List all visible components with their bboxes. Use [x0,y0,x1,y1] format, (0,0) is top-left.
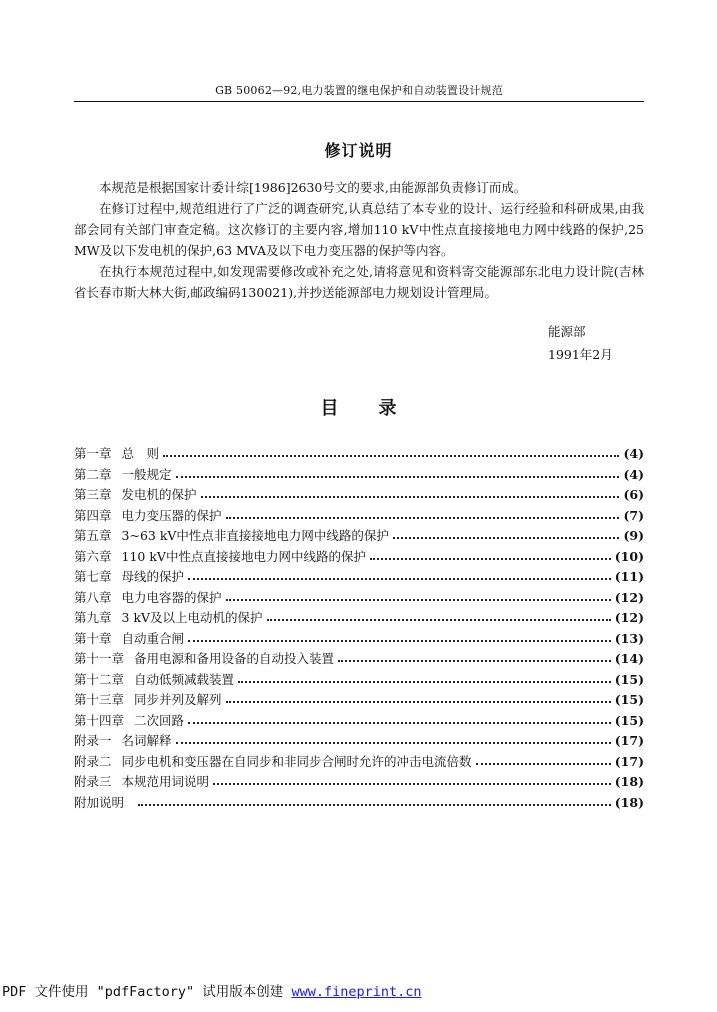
toc-chapter: 第七章 [74,569,112,584]
toc-entry[interactable] [74,567,644,588]
toc-chapter: 第二章 [74,466,112,482]
toc-chapter: 附录二 [74,753,112,769]
toc-label: 发电机的保护 [121,487,197,502]
toc-entry[interactable] [74,649,644,670]
toc-page: (15) [614,671,644,687]
toc-entry[interactable] [74,731,644,752]
toc-label: 母线的保护 [121,569,185,584]
toc-page: (12) [614,589,644,605]
toc-leader-dots [176,738,611,744]
toc-label: 110 kV中性点直接接地电力网中线路的保护 [121,548,366,564]
toc-label: 3~63 kV中性点非直接接地电力网中线路的保护 [121,528,389,543]
header-rule [74,101,644,102]
toc-page: (4) [623,466,644,482]
toc-entry[interactable] [74,711,644,732]
revision-title: 修订说明 [324,141,393,160]
toc-page: (9) [623,528,644,543]
toc-label: 名词解释 [121,733,172,748]
toc-label: 3 kV及以上电动机的保护 [121,610,263,625]
toc-label: 二次回路 [134,712,185,728]
toc-label: 同步并列及解列 [134,692,222,707]
toc-chapter: 第三章 [74,487,112,502]
toc-label: 本规范用词说明 [121,774,210,789]
toc-label: 总 则 [121,446,160,461]
toc-leader-dots [338,656,611,662]
toc-entry[interactable] [74,690,644,711]
toc-page: (13) [614,630,644,646]
toc-leader-dots [476,759,611,765]
toc-chapter: 第十章 [74,630,112,646]
toc-chapter: 第十三章 [74,692,125,707]
toc-leader-dots [138,800,611,806]
toc-label: 电力电容器的保护 [121,589,222,605]
toc-leader-dots [188,574,611,580]
signature: 能源部 [548,324,586,339]
toc-leader-dots [393,533,620,539]
toc-leader-dots [163,451,619,457]
toc-chapter: 第十四章 [74,712,125,728]
toc-page: (17) [614,733,644,748]
toc-leader-dots [226,697,611,703]
toc-page: (17) [614,753,644,769]
toc-label: 电力变压器的保护 [121,507,222,523]
toc-chapter: 第十二章 [74,671,125,687]
toc-leader-dots [201,492,620,498]
toc-chapter: 附录一 [74,733,112,748]
toc-chapter: 第十一章 [74,651,125,666]
toc-leader-dots [226,513,620,519]
toc-entry[interactable] [74,444,644,465]
toc-chapter: 第五章 [74,528,112,543]
footer-text: PDF 文件使用 "pdfFactory" 试用版本创建 [2,984,292,1000]
toc-label: 一般规定 [121,466,172,482]
toc-title: 目录 [320,398,437,419]
toc-leader-dots [238,677,611,683]
toc-label: 自动重合闸 [121,630,185,646]
toc-leader-dots [188,636,611,642]
toc-label: 自动低频减载装置 [134,671,235,687]
toc-entry[interactable] [74,772,644,793]
table-of-contents [74,444,644,813]
toc-page: (18) [614,794,644,810]
toc-entry[interactable] [74,670,644,691]
toc-entry[interactable] [74,629,644,650]
toc-chapter: 第六章 [74,548,112,564]
toc-chapter: 第八章 [74,589,112,605]
toc-page: (7) [623,507,644,523]
toc-page: (12) [614,610,644,625]
toc-entry[interactable] [74,793,644,814]
fineprint-link[interactable]: www.fineprint.cn [291,984,422,1000]
toc-leader-dots [267,615,611,621]
toc-page: (4) [623,446,644,461]
toc-leader-dots [226,595,611,601]
toc-entry[interactable] [74,547,644,568]
toc-chapter: 第九章 [74,610,112,625]
toc-entry[interactable] [74,752,644,773]
toc-page: (15) [614,712,644,728]
toc-entry[interactable] [74,465,644,486]
toc-leader-dots [176,472,620,478]
toc-chapter: 第四章 [74,507,112,523]
revision-paragraph: 本规范是根据国家计委计综[1986]2630号文的要求,由能源部负责修订而成。 [99,180,527,195]
toc-page: (14) [614,651,644,666]
signature-date: 1991年2月 [548,347,613,362]
revision-paragraph: 在修订过程中,规范组进行了广泛的调查研究,认真总结了本专业的设计、运行经验和科研成果,由我部会同有关部门审查定稿。这次修订的主要内容,增加110 kV中性点直接接地电力网中线路的保护,25 MW及以下发电机的保护,63 MVA及以下电力变压器的保护等内容。 [74,201,644,258]
toc-chapter: 第一章 [74,446,112,461]
pdf-footer [0,980,717,1000]
toc-entry[interactable] [74,485,644,506]
toc-label: 同步电机和变压器在自同步和非同步合闸时允许的冲击电流倍数 [121,753,472,769]
toc-leader-dots [370,554,611,560]
toc-chapter: 附录三 [74,774,112,789]
running-header: GB 50062—92,电力装置的继电保护和自动装置设计规范 [215,84,503,97]
toc-page: (6) [623,487,644,502]
toc-entry[interactable] [74,608,644,629]
toc-page: (10) [614,548,644,564]
toc-entry[interactable] [74,588,644,609]
toc-page: (18) [614,774,644,789]
toc-leader-dots [213,779,611,785]
toc-chapter: 附加说明 [74,794,125,810]
toc-leader-dots [188,718,611,724]
revision-paragraph: 在执行本规范过程中,如发现需要修改或补充之处,请将意见和资料寄交能源部东北电力设计院(吉林省长春市斯大林大街,邮政编码130021),并抄送能源部电力规划设计管理局。 [74,264,644,300]
toc-entry[interactable] [74,526,644,547]
toc-entry[interactable] [74,506,644,527]
toc-page: (11) [614,569,644,584]
toc-label: 备用电源和备用设备的自动投入装置 [134,651,335,666]
toc-page: (15) [614,692,644,707]
